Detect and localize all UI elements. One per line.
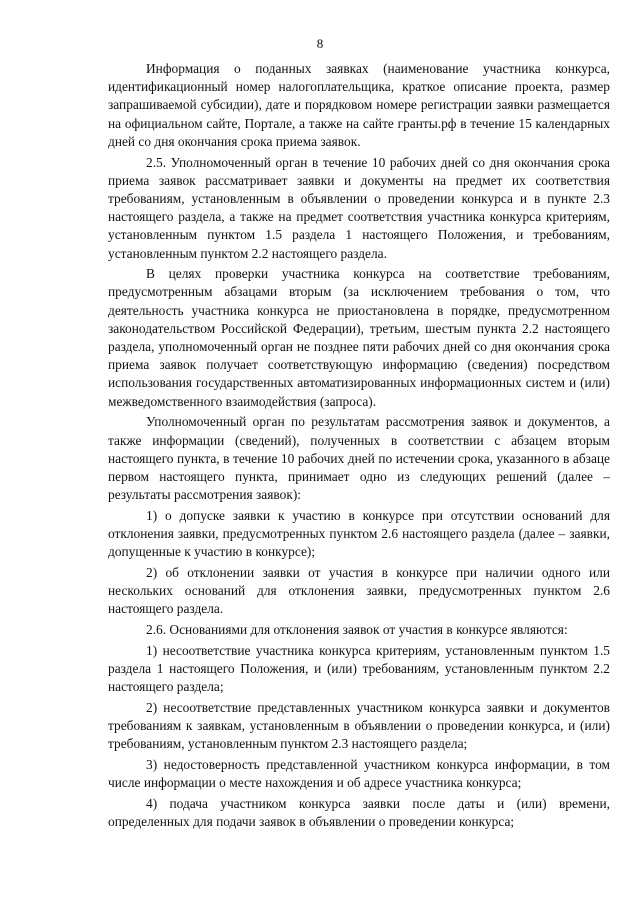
paragraph: Уполномоченный орган по результатам рассмотрения заявок и документов, а также информации (сведений), полученных в соответствии с абзацем вторым настоящего пункта, в течение 10 рабочих дней по истечении срока, указанного в абзаце первом настоящего пункта, принимает одно из следующих решений (далее – результаты рассмотрения заявок): [108,414,610,503]
paragraph: 2.6. Основаниями для отклонения заявок от участия в конкурсе являются: [146,622,568,638]
paragraph: 4) подача участником конкурса заявки после даты и (или) времени, определенных для подачи заявок в объявлении о проведении конкурса; [108,795,610,830]
paragraph: 1) о допуске заявки к участию в конкурсе при отсутствии оснований для отклонения заявки, предусмотренных пунктом 2.6 настоящего раздела (далее – заявки, допущенные к участию в конкурсе); [108,507,610,560]
page-number: 8 [316,36,324,51]
paragraph: 2) об отклонении заявки от участия в конкурсе при наличии одного или нескольких оснований для отклонения заявки, предусмотренных пунктом 2.6 настоящего раздела. [108,564,610,617]
paragraph: 1) несоответствие участника конкурса критериям, установленным пунктом 1.5 раздела 1 настоящего Положения, и (или) требованиям, установленным пунктом 2.2 настоящего раздела; [108,642,610,695]
paragraph: 2.5. Уполномоченный орган в течение 10 рабочих дней со дня окончания срока приема заявок рассматривает заявки и документы на предмет их соответствия требованиям, установленным в объявлении о проведении конкурса и в пункте 2.3 настоящего раздела, а также на предмет соответствия участника конкурса критериям, установленным пунктом 1.5 раздела 1 настоящего Положения, и требованиям, установленным пунктом 2.2 настоящего раздела. [108,154,610,261]
paragraph: В целях проверки участника конкурса на соответствие требованиям, предусмотренным абзацами вторым (за исключением требования о том, что деятельность участника конкурса не приостановлена в порядке, предусмотренном законодательством Российской Федерации), третьим, шестым пункта 2.2 настоящего раздела, уполномоченный орган не позднее пяти рабочих дней со дня окончания срока приема заявок получает соответствующую информацию (сведения) посредством использования государственных автоматизированных информационных систем и (или) межведомственного взаимодействия (запроса). [108,266,610,409]
paragraph: 2) несоответствие представленных участником конкурса заявки и документов требованиям к заявкам, установленным в объявлении о проведении конкурса, и (или) требованиям, установленным пунктом 2.3 настоящего раздела; [108,699,610,752]
paragraph: Информация о поданных заявках (наименование участника конкурса, идентификационный номер налогоплательщика, краткое описание проекта, размер запрашиваемой субсидии), дате и порядковом номере регистрации заявки размещается на официальном сайте, Портале, а также на сайте гранты.рф в течение 15 календарных дней со дня окончания срока приема заявок. [108,61,610,149]
paragraph: 3) недостоверность представленной участником конкурса информации, в том числе информации о месте нахождения и об адресе участника конкурса; [108,757,610,791]
document-body [108,60,610,834]
